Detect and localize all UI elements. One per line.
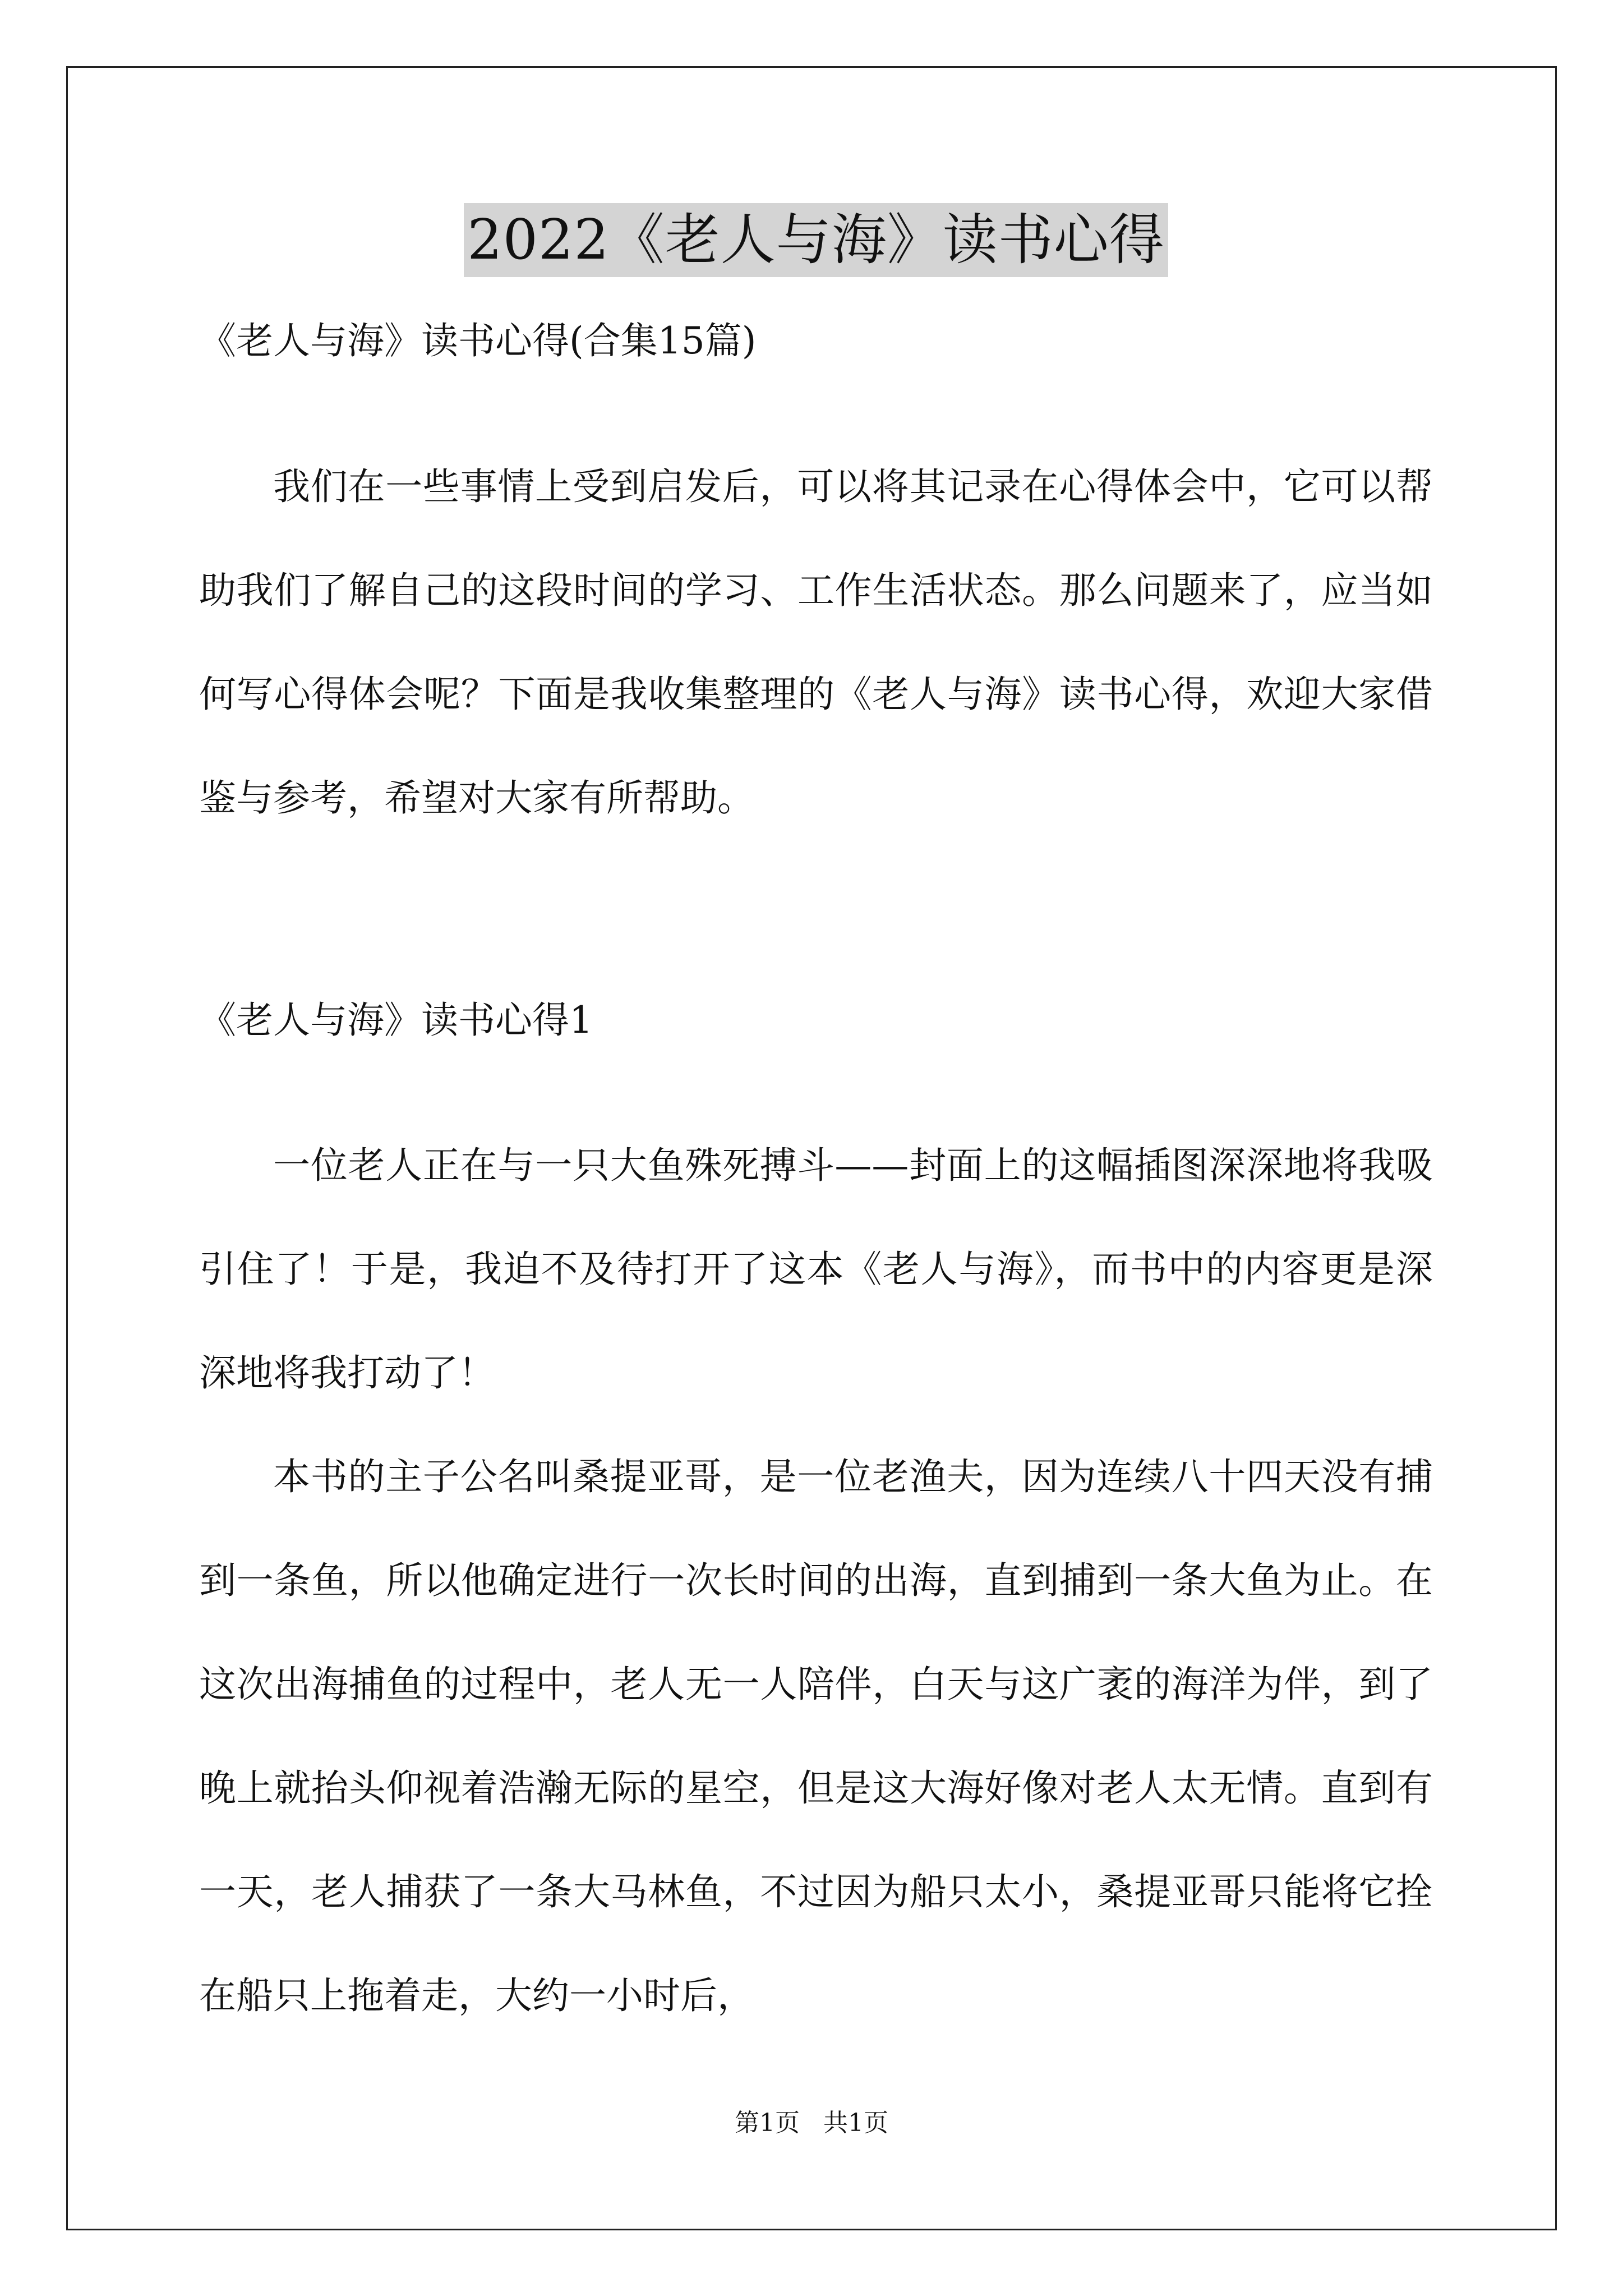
document-title: 2022《老人与海》读书心得 bbox=[464, 203, 1168, 277]
collection-subtitle: 《老人与海》读书心得(合集15篇) bbox=[199, 319, 757, 362]
page-footer bbox=[0, 2106, 1623, 2140]
body-paragraph-2: 本书的主子公名叫桑提亚哥，是一位老渔夫，因为连续八十四天没有捕到一条鱼，所以他确定进行一次长时间的出海，直到捕到一条大鱼为止。在这次出海捕鱼的过程中，老人无一人陪伴，白天与这广袤的海洋为伴，到了晚上就抬头仰视着浩瀚无际的星空，但是这大海好像对老人太无情。直到有一天，老人捕获了一条大马林鱼，不过因为船只太小，桑提亚哥只能将它拴在船只上拖着走，大约一小时后， bbox=[199, 1455, 1433, 2017]
page-number: 第1页 bbox=[735, 2109, 800, 2137]
title-container bbox=[199, 203, 1433, 277]
body-paragraph-1: 一位老人正在与一只大鱼殊死搏斗——封面上的这幅插图深深地将我吸引住了！于是，我迫不及待打开了这本《老人与海》，而书中的内容更是深深地将我打动了！ bbox=[199, 1144, 1433, 1395]
section-heading: 《老人与海》读书心得1 bbox=[199, 999, 593, 1042]
page-total: 共1页 bbox=[823, 2109, 888, 2137]
intro-paragraph: 我们在一些事情上受到启发后，可以将其记录在心得体会中，它可以帮助我们了解自己的这段时间的学习、工作生活状态。那么问题来了，应当如何写心得体会呢？下面是我收集整理的《老人与海》读书心得，欢迎大家借鉴与参考，希望对大家有所帮助。 bbox=[199, 465, 1433, 820]
